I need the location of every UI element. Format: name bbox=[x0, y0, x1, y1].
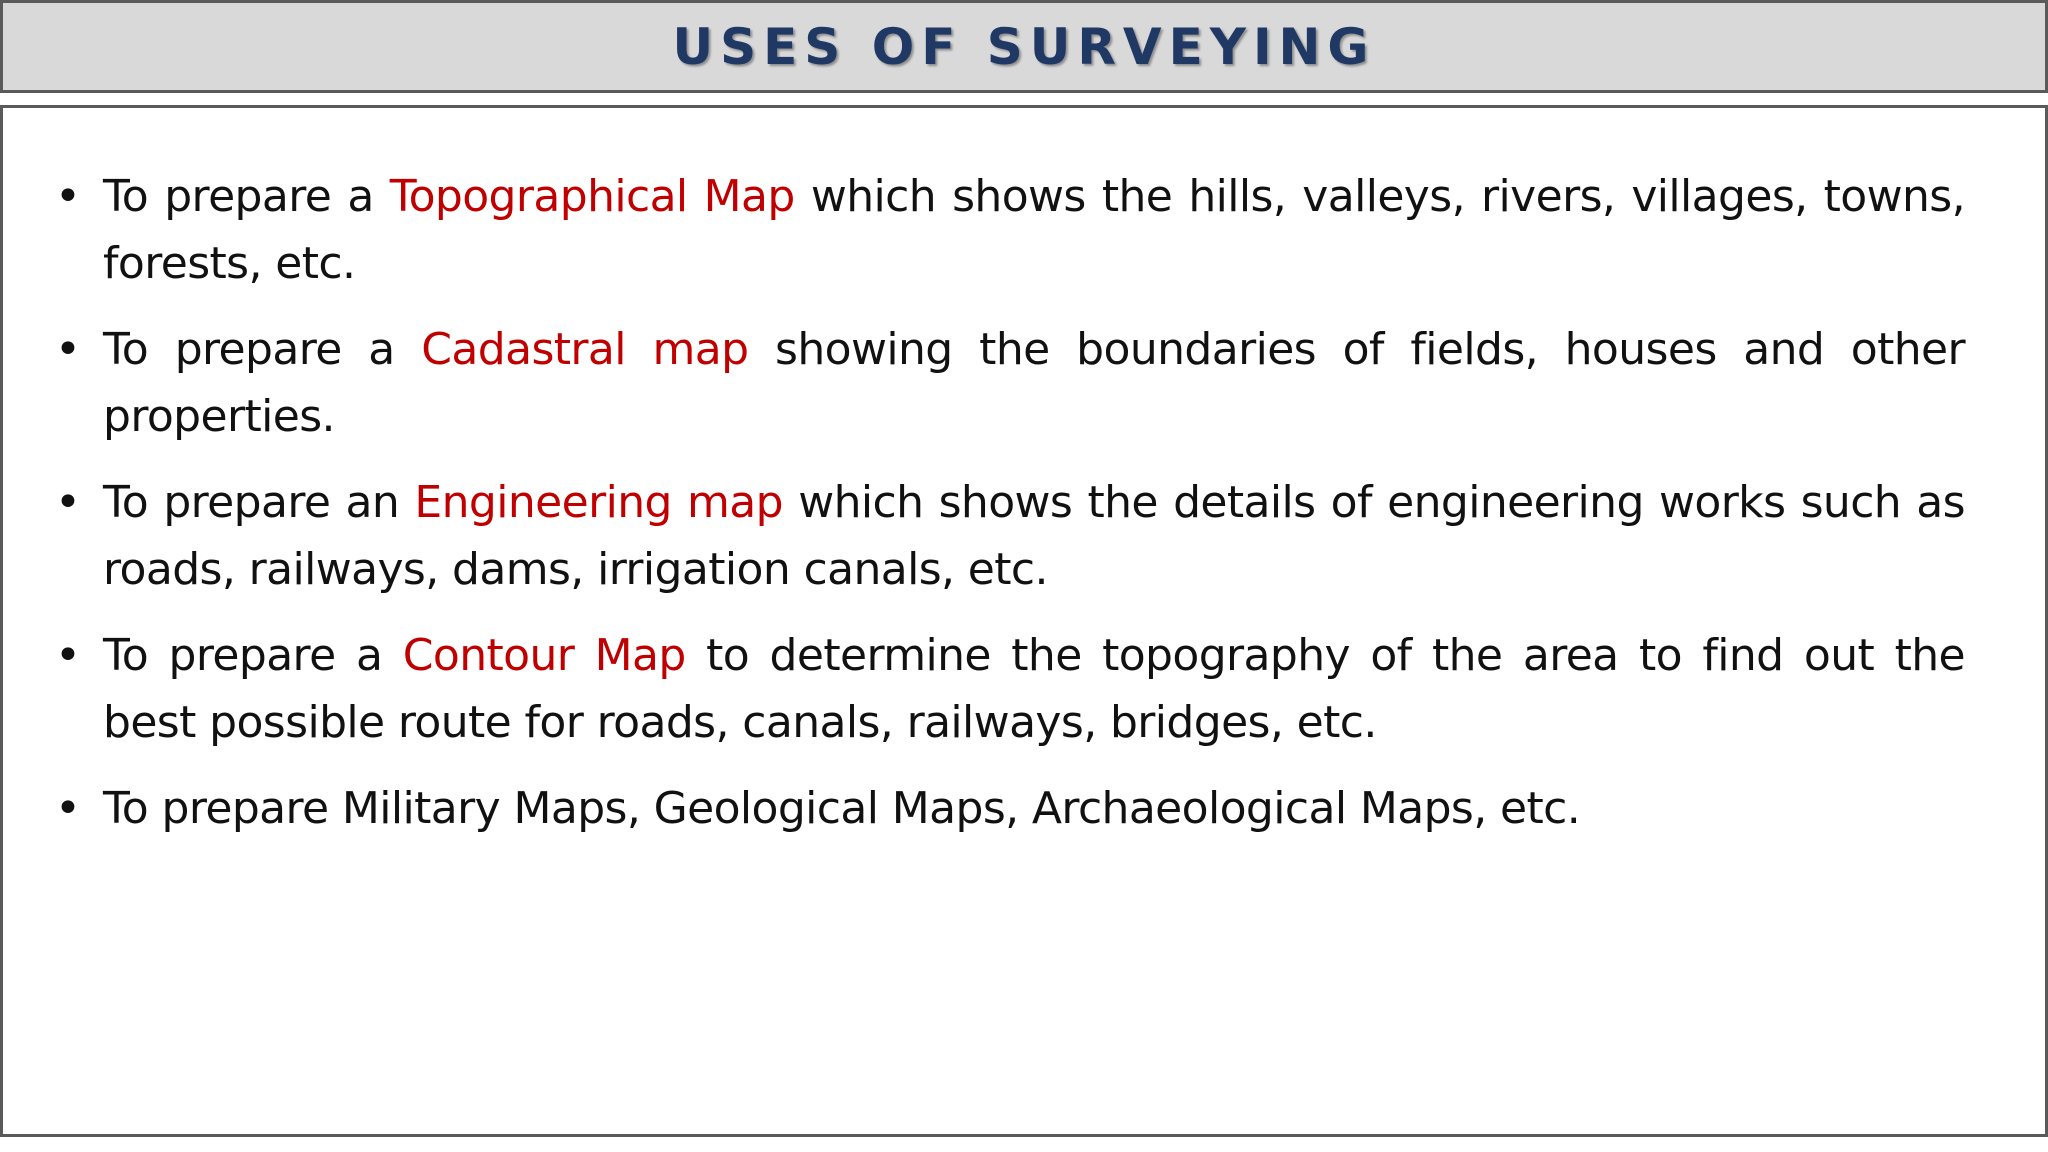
bullet-icon: • bbox=[55, 783, 81, 834]
slide-title: USES OF SURVEYING bbox=[672, 17, 1376, 76]
bullet-text bbox=[103, 163, 1965, 297]
bullet-text-pre: To prepare Military Maps, Geological Maps, Archaeological Maps, etc. bbox=[103, 783, 1581, 834]
title-bar bbox=[0, 0, 2048, 93]
bullet-item-cadastral-map bbox=[55, 316, 1965, 450]
highlight-term: Contour Map bbox=[402, 630, 686, 681]
bullet-text-post: showing the boundaries of fields, houses and other properties. bbox=[103, 324, 1966, 442]
bullet-item-other-maps bbox=[55, 775, 1965, 842]
bullet-icon: • bbox=[55, 477, 81, 528]
bullet-item-engineering-map bbox=[55, 469, 1965, 603]
bullet-icon: • bbox=[55, 324, 81, 375]
content-box bbox=[0, 105, 2048, 1137]
highlight-term: Topographical Map bbox=[389, 171, 795, 222]
bullet-icon: • bbox=[55, 171, 81, 222]
bullet-text bbox=[103, 622, 1965, 756]
highlight-term: Engineering map bbox=[414, 477, 783, 528]
bullet-text bbox=[103, 316, 1965, 450]
bullet-text-post: which shows the details of engineering works such as roads, railways, dams, irrigation canals, etc. bbox=[103, 477, 1965, 595]
bullet-text-post: to determine the topography of the area to find out the best possible route for roads, canals, railways, bridges, etc. bbox=[103, 630, 1966, 748]
bullet-item-contour-map bbox=[55, 622, 1965, 756]
bullet-text-pre: To prepare an bbox=[103, 477, 415, 528]
highlight-term: Cadastral map bbox=[421, 324, 749, 375]
bullet-icon: • bbox=[55, 630, 81, 681]
bullet-text bbox=[103, 775, 1965, 842]
bullet-text-pre: To prepare a bbox=[103, 171, 390, 222]
bullet-item-topographical-map bbox=[55, 163, 1965, 297]
bullet-text-pre: To prepare a bbox=[103, 324, 422, 375]
bullet-text-pre: To prepare a bbox=[103, 630, 403, 681]
bullet-text bbox=[103, 469, 1965, 603]
bullet-list bbox=[55, 163, 1965, 861]
bullet-text-post: which shows the hills, valleys, rivers, villages, towns, forests, etc. bbox=[103, 171, 1966, 289]
